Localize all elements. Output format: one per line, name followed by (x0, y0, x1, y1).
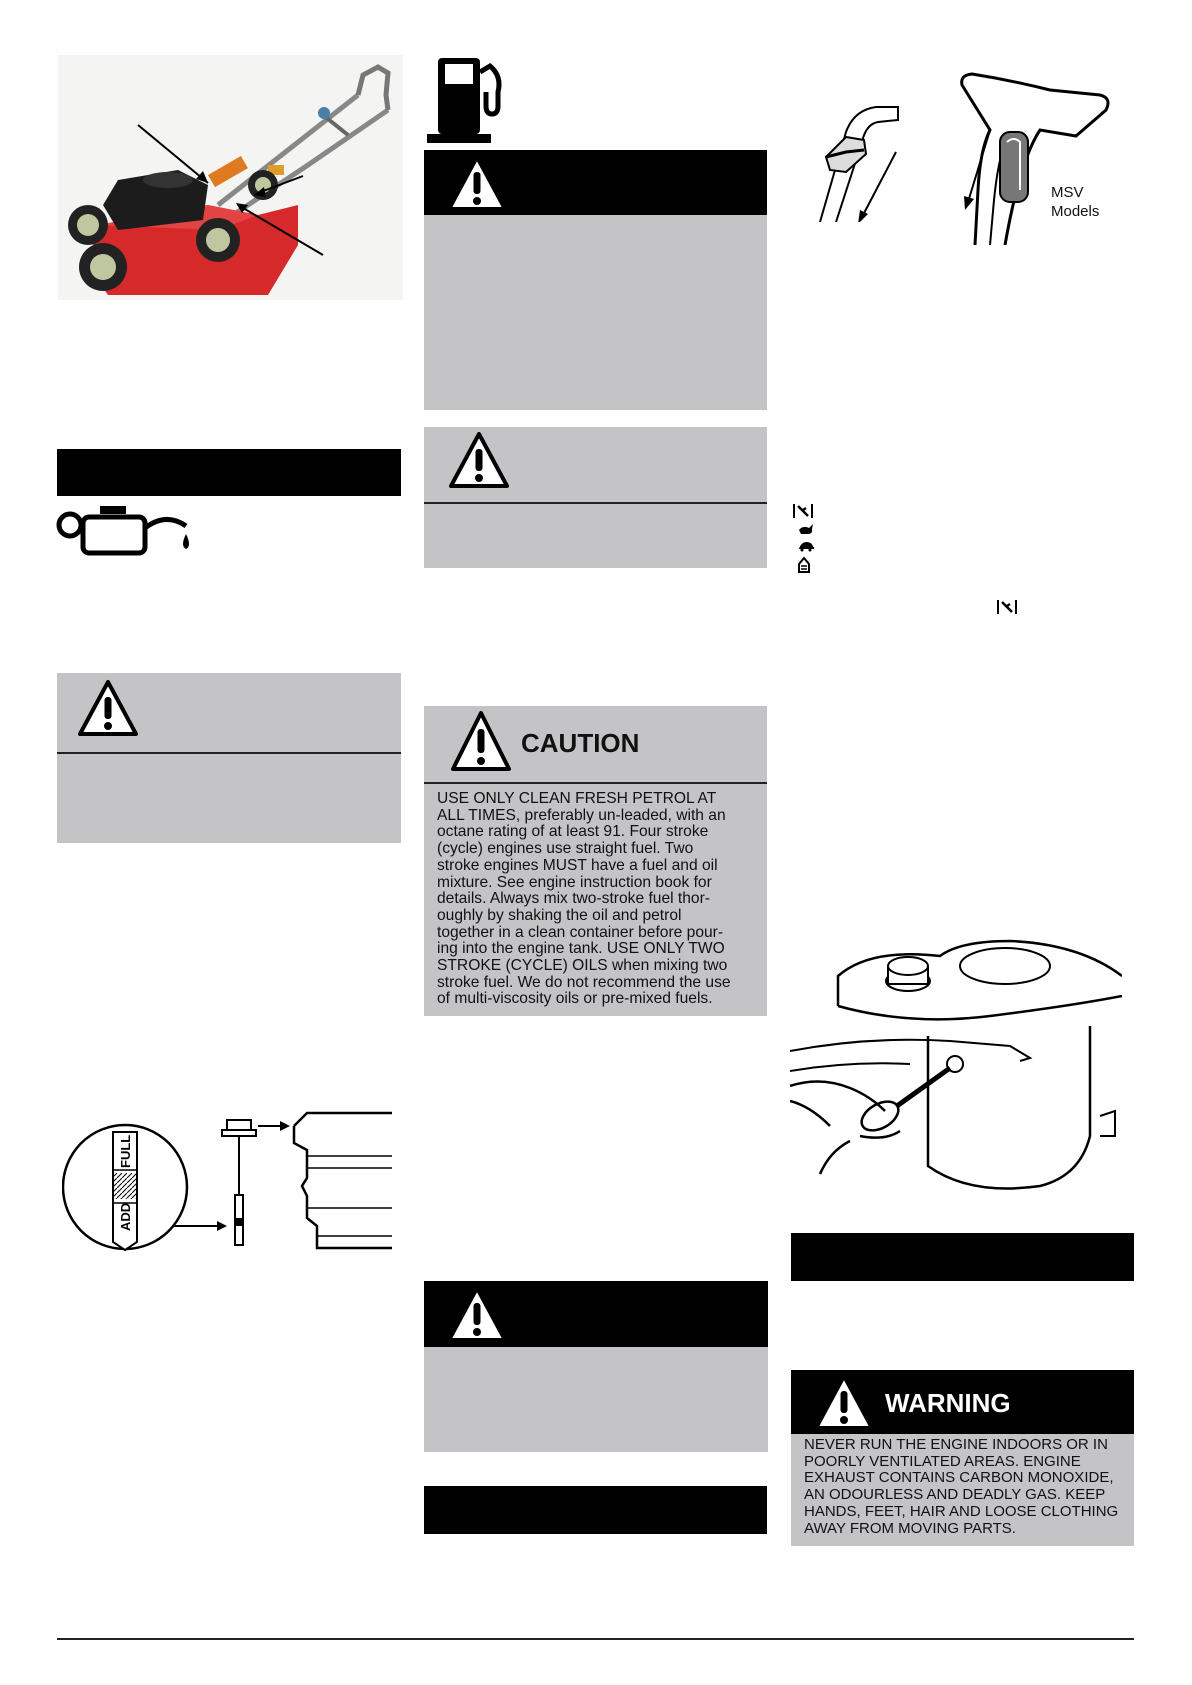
warning-body (791, 1434, 1134, 1546)
dipstick-full-label: FULL (118, 1134, 133, 1168)
lawnmower-illustration (58, 55, 403, 300)
footer-rule (57, 1638, 1134, 1640)
throttle-tortoise-icon (797, 540, 815, 552)
oil-can-icon (56, 504, 196, 556)
caution-body: USE ONLY CLEAN FRESH PETROL AT ALL TIMES, preferably un-leaded, with an octane rating of at least 91. Four stroke (cycle) engines use straight fuel. Two stroke engines MUST have a fuel and oil mixture. See engine instruction book for details. Always mix two-stroke fuel thor- oughly by shaking the oil and petrol together in a clean container before pour- ing into the engine tank. USE ONLY TWO STROKE (CYCLE) OILS when mixing two stroke fuel. We do not recommend the use of multi-viscosity oils or pre-mixed fuels. (437, 790, 731, 1008)
warning-body-lower (424, 1347, 768, 1452)
dipstick-add-label: ADD (118, 1202, 133, 1231)
caution-title: CAUTION (521, 728, 640, 758)
bail-lever-illustration (806, 62, 916, 222)
warning-triangle-icon (77, 679, 139, 737)
warning-body-fuel (424, 215, 767, 410)
caution-box (424, 706, 767, 1016)
warning-triangle-icon (446, 1285, 508, 1343)
warning-box-col2 (424, 427, 767, 568)
section-header-bar-oil (57, 449, 401, 496)
warning-body-text: NEVER RUN THE ENGINE INDOORS OR IN POORLY VENTILATED AREAS. ENGINE EXHAUST CONTAINS CARBON MONOXIDE, AN ODOURLESS AND DEADLY GAS. KEEP HANDS, FEET, HAIR AND LOOSE CLOTHING AWAY FROM MOVING PARTS. (804, 1436, 1119, 1537)
throttle-choke-icon (796, 556, 812, 574)
msv-models-label: MSV Models (1051, 184, 1100, 220)
warning-triangle-icon (448, 431, 510, 489)
warning-title: WARNING (885, 1388, 1011, 1418)
throttle-stop-icon (792, 502, 814, 520)
divider (424, 502, 767, 504)
warning-triangle-icon (813, 1373, 875, 1431)
dipstick-illustration (62, 1108, 392, 1253)
throttle-hare-icon (797, 522, 815, 536)
warning-header-fuel (424, 150, 767, 215)
throttle-stop-icon (996, 598, 1018, 616)
warning-header (791, 1370, 1134, 1434)
warning-header-lower (424, 1281, 768, 1347)
warning-box-col1 (57, 673, 401, 843)
fuel-pump-icon (424, 52, 510, 144)
warning-triangle-icon (446, 154, 508, 212)
section-header-bar-col3 (791, 1233, 1134, 1281)
divider (424, 782, 767, 784)
section-header-bar-col2 (424, 1486, 767, 1534)
warning-triangle-icon (450, 710, 512, 772)
divider (57, 752, 401, 754)
engine-adjustment-illustration (790, 936, 1122, 1200)
